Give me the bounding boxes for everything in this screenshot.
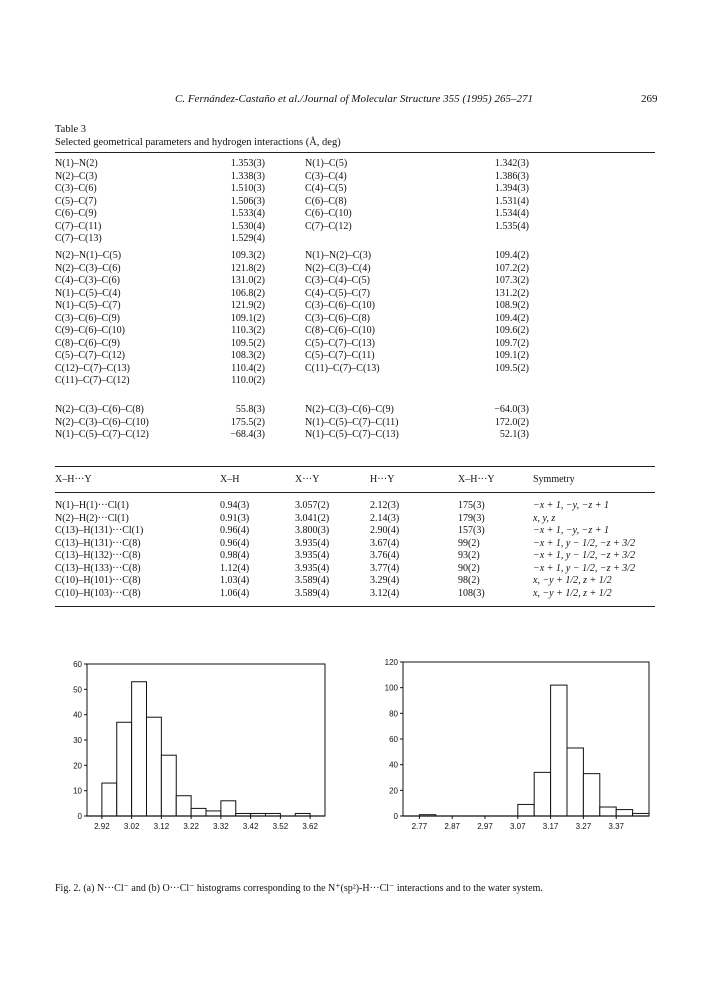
table-cell: 106.8(2)	[230, 287, 265, 299]
table-caption: Selected geometrical parameters and hydrogen interactions (Å, deg)	[55, 137, 341, 148]
table-cell: 3.057(2)	[295, 500, 330, 511]
table-cell: 3.29(4)	[370, 575, 400, 586]
table-cell: C(5)–C(7)–C(12)	[55, 350, 125, 361]
hbond-header: X···Y	[295, 474, 320, 485]
table-cell: C(5)–C(7)–C(13)	[305, 337, 375, 349]
histogram-b	[370, 652, 660, 852]
table-row	[55, 208, 655, 221]
histogram-bar	[221, 801, 236, 816]
table-cell: 110.3(2)	[231, 325, 265, 336]
table-cell: −x + 1, y − 1/2, −z + 3/2	[533, 550, 636, 561]
table-cell: 109.1(2)	[230, 312, 265, 324]
table-cell: N(2)–C(3)–C(6)–C(9)	[305, 404, 394, 415]
table-cell: 1.533(4)	[230, 208, 265, 219]
x-tick-label: 2.92	[94, 822, 110, 831]
table-cell: C(5)–C(7)	[55, 195, 97, 207]
table-cell: −x + 1, y − 1/2, −z + 3/2	[533, 537, 636, 549]
table-cell: 109.4(2)	[494, 250, 529, 261]
table-cell: C(7)–C(13)	[55, 233, 102, 244]
table-row	[55, 233, 655, 246]
table-cell: 1.03(4)	[220, 575, 250, 586]
table-cell: N(1)–C(5)–C(4)	[55, 287, 121, 299]
table-cell: C(3)–C(6)–C(9)	[55, 312, 120, 324]
table-cell: N(2)–N(1)–C(5)	[55, 250, 122, 261]
histogram-bar	[132, 682, 147, 816]
table-cell: 108(3)	[458, 587, 485, 599]
table-cell: 3.12(4)	[370, 587, 400, 599]
table-cell: 3.800(3)	[295, 525, 330, 536]
table-cell: N(2)–C(3)	[55, 170, 98, 182]
table-cell: C(3)–C(6)–C(10)	[305, 300, 375, 311]
hbond-top-rule	[55, 466, 655, 467]
table-cell: C(3)–C(6)	[55, 183, 97, 194]
table-cell: 1.530(4)	[230, 220, 265, 232]
table-cell: −64.0(3)	[494, 404, 529, 415]
table-cell: 1.534(4)	[494, 208, 529, 219]
y-tick-label: 100	[384, 683, 398, 693]
table-cell: 1.06(4)	[220, 587, 250, 599]
table-cell: 3.67(4)	[370, 537, 400, 549]
table-row	[55, 196, 655, 209]
table-cell: 98(2)	[458, 575, 480, 586]
table-cell: 3.935(4)	[295, 562, 330, 574]
table-row	[55, 588, 655, 601]
table-cell: x, −y + 1/2, z + 1/2	[533, 575, 612, 586]
table-row	[55, 171, 655, 184]
x-tick-label: 2.77	[411, 822, 428, 831]
table-cell: C(6)–C(10)	[305, 208, 352, 219]
table-cell: C(7)–C(11)	[55, 220, 102, 232]
table-cell: C(12)–C(7)–C(13)	[55, 362, 130, 374]
table-row	[55, 417, 655, 430]
table-cell: 2.90(4)	[370, 525, 400, 536]
table-cell: 109.6(2)	[494, 325, 529, 336]
hbond-header: X–H···Y	[458, 474, 495, 485]
histogram-bar	[534, 772, 550, 816]
table-cell: C(10)–H(101)···C(8)	[55, 575, 141, 586]
table-bottom-rule	[55, 606, 655, 607]
table-cell: C(10)–H(103)···C(8)	[55, 587, 141, 599]
table-cell: C(7)–C(12)	[305, 220, 352, 232]
table-cell: N(1)–N(2)–C(3)	[305, 250, 372, 261]
table-cell: 121.8(2)	[230, 262, 265, 274]
table-row	[55, 313, 655, 326]
table-cell: C(4)–C(3)–C(6)	[55, 275, 120, 286]
y-tick-label: 30	[73, 736, 82, 745]
table-cell: 109.3(2)	[230, 250, 265, 261]
table-cell: C(3)–C(4)	[305, 170, 347, 182]
table-cell: 121.9(2)	[230, 300, 265, 311]
table-top-rule	[55, 152, 655, 153]
table-cell: 1.338(3)	[230, 170, 265, 182]
y-tick-label: 40	[73, 710, 82, 720]
plot-frame	[403, 662, 649, 816]
table-cell: 0.96(4)	[220, 525, 250, 536]
table-cell: 175.5(2)	[230, 416, 265, 428]
hbond-header: H···Y	[370, 474, 395, 485]
x-tick-label: 3.27	[575, 822, 592, 831]
histogram-bar	[191, 808, 206, 816]
histogram-a	[55, 652, 345, 852]
table-cell: C(4)–C(5)–C(7)	[305, 287, 370, 299]
table-cell: C(6)–C(8)	[305, 195, 347, 207]
y-tick-label: 50	[73, 685, 82, 695]
table-cell: C(11)–C(7)–C(13)	[305, 362, 380, 374]
x-tick-label: 3.32	[213, 822, 229, 831]
table-cell: C(11)–C(7)–C(12)	[55, 375, 130, 386]
table-cell: 109.7(2)	[494, 337, 529, 349]
table-cell: 0.94(3)	[220, 500, 250, 511]
table-row	[55, 550, 655, 563]
hbond-header-row	[55, 474, 655, 487]
table-cell: C(8)–C(6)–C(9)	[55, 337, 120, 349]
table-row	[55, 300, 655, 313]
table-cell: 55.8(3)	[235, 404, 265, 415]
histogram-bar	[102, 783, 117, 816]
y-tick-label: 20	[73, 761, 82, 771]
table-cell: 110.0(2)	[231, 375, 265, 386]
table-cell: 1.510(3)	[230, 183, 265, 194]
table-cell: −x + 1, −y, −z + 1	[533, 525, 609, 536]
table-cell: N(1)–C(5)	[305, 158, 348, 169]
table-cell: N(2)–H(2)···Cl(1)	[55, 512, 129, 524]
x-tick-label: 3.37	[608, 822, 624, 831]
table-cell: 109.4(2)	[494, 312, 529, 324]
y-tick-label: 80	[389, 709, 398, 719]
x-tick-label: 2.87	[444, 822, 460, 831]
table-cell: 1.506(3)	[230, 195, 265, 207]
table-cell: 0.91(3)	[220, 512, 250, 524]
table-cell: 1.394(3)	[494, 183, 529, 194]
table-cell: −x + 1, −y, −z + 1	[533, 500, 609, 511]
table-cell: N(1)–C(5)–C(7)–C(11)	[305, 416, 399, 428]
table-row	[55, 538, 655, 551]
y-tick-label: 60	[73, 660, 82, 669]
table-row	[55, 250, 655, 263]
table-cell: 93(2)	[458, 550, 480, 561]
table-row	[55, 221, 655, 234]
table-cell: 90(2)	[458, 562, 480, 574]
table-cell: 108.9(2)	[494, 300, 529, 311]
table-cell: 3.77(4)	[370, 562, 400, 574]
table-cell: 2.14(3)	[370, 512, 400, 524]
table-cell: 1.12(4)	[220, 562, 250, 574]
table-cell: 3.76(4)	[370, 550, 400, 561]
figure-caption: Fig. 2. (a) N···Cl⁻ and (b) O···Cl⁻ histograms corresponding to the N⁺(sp²)-H···Cl⁻ interactions and to the water system.	[55, 883, 543, 894]
table-cell: 107.2(2)	[494, 262, 529, 274]
hbond-rows-block	[55, 500, 655, 600]
histogram-bar	[176, 796, 191, 816]
x-tick-label: 3.62	[302, 822, 318, 831]
table-cell: C(13)–H(133)···C(8)	[55, 562, 141, 574]
y-tick-label: 0	[77, 812, 82, 821]
table-cell: N(1)–C(5)–C(7)–C(12)	[55, 429, 149, 440]
table-cell: 0.96(4)	[220, 537, 250, 549]
table-cell: 3.041(2)	[295, 512, 330, 524]
table-cell: 175(3)	[458, 500, 485, 511]
histogram-bar	[616, 810, 632, 816]
table-cell: 109.5(2)	[230, 337, 265, 349]
hbond-header: X–H	[220, 474, 240, 485]
y-tick-label: 40	[389, 760, 398, 770]
table-row	[55, 288, 655, 301]
x-tick-label: 3.42	[242, 822, 259, 831]
table-row	[55, 325, 655, 338]
table-label: Table 3	[55, 124, 87, 135]
page-number: 269	[641, 93, 658, 105]
table-cell: 1.342(3)	[494, 158, 529, 169]
table-row	[55, 158, 655, 171]
table-cell: 107.3(2)	[494, 275, 529, 286]
y-tick-label: 20	[389, 786, 398, 796]
table-row	[55, 263, 655, 276]
x-tick-label: 3.52	[272, 822, 289, 831]
table-cell: C(9)–C(6)–C(10)	[55, 325, 125, 336]
table-cell: N(1)–C(5)–C(7)	[55, 300, 121, 311]
table-cell: N(2)–C(3)–C(4)	[305, 262, 371, 274]
x-tick-label: 3.02	[123, 822, 140, 831]
bond-angles-block	[55, 250, 655, 388]
table-cell: 1.353(3)	[230, 158, 265, 169]
hbond-header-rule	[55, 492, 655, 493]
table-cell: x, −y + 1/2, z + 1/2	[533, 587, 612, 599]
x-tick-label: 3.22	[183, 822, 199, 831]
table-cell: 3.935(4)	[295, 537, 330, 549]
histogram-bar	[161, 755, 176, 816]
table-row	[55, 363, 655, 376]
hbond-header: X–H···Y	[55, 474, 92, 485]
y-tick-label: 120	[384, 658, 398, 667]
histogram-bar	[147, 717, 162, 816]
table-row	[55, 338, 655, 351]
histogram-bar	[551, 685, 567, 816]
table-row	[55, 513, 655, 526]
histogram-bar	[567, 748, 583, 816]
x-tick-label: 3.07	[510, 822, 526, 831]
table-row	[55, 183, 655, 196]
table-cell: 3.589(4)	[295, 587, 330, 599]
table-cell: C(4)–C(5)	[305, 183, 347, 194]
table-cell: 110.4(2)	[231, 362, 265, 374]
table-cell: C(13)–H(131)···Cl(1)	[55, 525, 144, 536]
table-cell: 109.5(2)	[494, 362, 529, 374]
hbond-header: Symmetry	[533, 474, 575, 485]
table-cell: 1.531(4)	[494, 195, 529, 207]
table-cell: 157(3)	[458, 525, 485, 536]
table-cell: 1.529(4)	[230, 233, 265, 244]
table-row	[55, 563, 655, 576]
table-cell: −68.4(3)	[230, 429, 265, 440]
table-cell: 3.935(4)	[295, 550, 330, 561]
y-tick-label: 0	[393, 812, 398, 821]
table-row	[55, 575, 655, 588]
table-row	[55, 375, 655, 388]
table-cell: 1.386(3)	[494, 170, 529, 182]
table-cell: 1.535(4)	[494, 220, 529, 232]
table-cell: C(6)–C(9)	[55, 208, 97, 219]
running-title: C. Fernández-Castaño et al./Journal of Molecular Structure 355 (1995) 265–271	[175, 93, 533, 105]
table-cell: x, y, z	[533, 512, 556, 524]
table-cell: 172.0(2)	[494, 416, 529, 428]
x-tick-label: 2.97	[477, 822, 493, 831]
x-tick-label: 3.12	[153, 822, 170, 831]
table-cell: 0.98(4)	[220, 550, 250, 561]
table-row	[55, 350, 655, 363]
table-cell: N(2)–C(3)–C(6)–C(10)	[55, 416, 149, 428]
table-cell: 2.12(3)	[370, 500, 400, 511]
table-cell: C(13)–H(131)···C(8)	[55, 537, 141, 549]
table-row	[55, 429, 655, 442]
histogram-bar	[600, 807, 616, 816]
table-row	[55, 275, 655, 288]
table-cell: 52.1(3)	[499, 429, 529, 440]
bond-lengths-block	[55, 158, 655, 246]
table-cell: N(2)–C(3)–C(6)	[55, 262, 121, 274]
y-tick-label: 10	[73, 786, 82, 796]
table-cell: 99(2)	[458, 537, 480, 549]
table-cell: 109.1(2)	[494, 350, 529, 361]
table-cell: C(3)–C(6)–C(8)	[305, 312, 370, 324]
table-cell: 3.589(4)	[295, 575, 330, 586]
table-cell: N(1)–N(2)	[55, 158, 98, 169]
table-cell: 131.0(2)	[230, 275, 265, 286]
table-cell: 179(3)	[458, 512, 485, 524]
table-cell: C(13)–H(132)···C(8)	[55, 550, 141, 561]
table-cell: N(1)–H(1)···Cl(1)	[55, 500, 129, 511]
y-tick-label: 60	[389, 735, 398, 744]
histogram-bar	[583, 774, 599, 816]
histogram-bar	[518, 804, 534, 816]
table-cell: N(2)–C(3)–C(6)–C(8)	[55, 404, 144, 415]
torsion-angles-block	[55, 404, 655, 442]
table-cell: C(5)–C(7)–C(11)	[305, 350, 375, 361]
table-row	[55, 525, 655, 538]
x-tick-label: 3.17	[542, 822, 559, 831]
histogram-bar	[206, 811, 221, 816]
table-cell: 131.2(2)	[494, 287, 529, 299]
histogram-bar	[117, 722, 132, 816]
table-cell: 108.3(2)	[230, 350, 265, 361]
table-row	[55, 500, 655, 513]
table-cell: N(1)–C(5)–C(7)–C(13)	[305, 429, 399, 440]
table-cell: −x + 1, y − 1/2, −z + 3/2	[533, 562, 636, 574]
table-cell: C(8)–C(6)–C(10)	[305, 325, 375, 336]
table-cell: C(3)–C(4)–C(5)	[305, 275, 370, 286]
table-row	[55, 404, 655, 417]
